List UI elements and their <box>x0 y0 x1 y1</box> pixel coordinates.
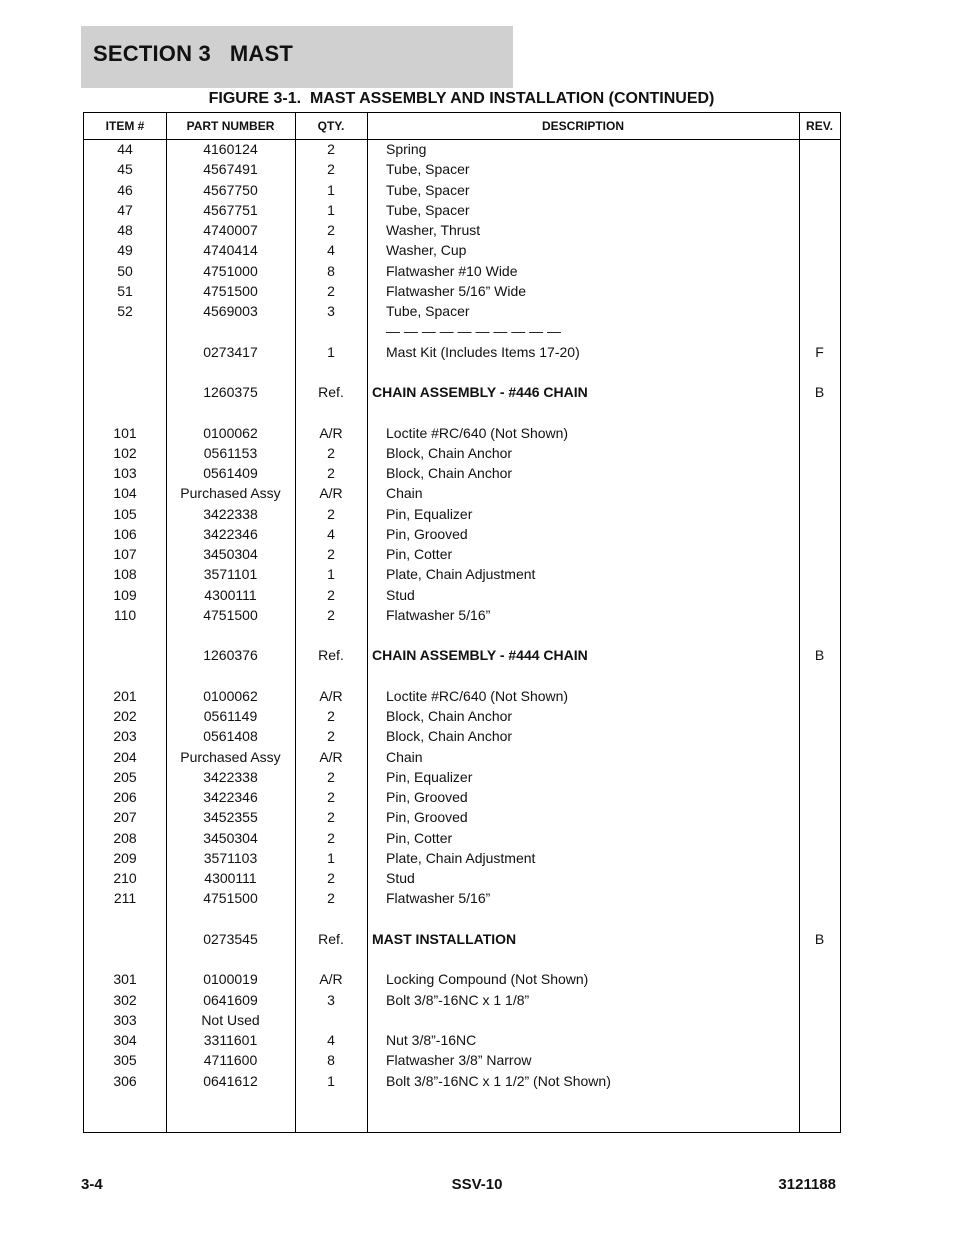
qty-cell: 1 <box>327 566 335 583</box>
part-number-cell: 3450304 <box>203 546 258 562</box>
qty-cell: 2 <box>327 870 335 886</box>
table-row <box>84 504 840 524</box>
part-number-cell: 0561408 <box>203 728 258 745</box>
table-row <box>84 200 840 220</box>
part-number-cell: 4751500 <box>203 282 258 299</box>
part-number-cell: 4569003 <box>203 303 258 319</box>
qty-cell: Ref. <box>318 647 344 664</box>
part-number-cell: 4567750 <box>203 181 258 198</box>
item-number-cell: 209 <box>113 849 137 866</box>
part-number-cell: 3571101 <box>203 566 258 583</box>
part-number-cell: 4567751 <box>203 201 258 218</box>
item-number-cell: 210 <box>113 870 137 886</box>
qty-cell: 2 <box>327 708 335 724</box>
description-cell: Pin, Equalizer <box>386 768 473 785</box>
qty-cell: A/R <box>319 485 343 502</box>
qty-cell: 2 <box>327 505 335 522</box>
item-number-cell: 103 <box>113 465 137 481</box>
item-number-cell: 207 <box>113 809 137 826</box>
part-number-cell: 3422338 <box>203 505 258 522</box>
description-cell: Locking Compound (Not Shown) <box>386 971 589 988</box>
table-row <box>84 261 840 281</box>
description-cell: CHAIN ASSEMBLY - #444 CHAIN <box>372 647 588 664</box>
qty-cell: A/R <box>319 687 343 704</box>
table-row <box>84 666 840 686</box>
description-cell: Block, Chain Anchor <box>386 465 513 481</box>
section-header <box>81 26 513 88</box>
part-number-cell: 4300111 <box>204 586 257 603</box>
part-number-cell: 0273545 <box>203 930 258 947</box>
description-cell: Tube, Spacer <box>386 201 470 218</box>
header-part-number: PART NUMBER <box>186 119 275 133</box>
item-number-cell: 204 <box>113 748 137 765</box>
part-number-cell: 0100019 <box>203 971 258 988</box>
description-cell: MAST INSTALLATION <box>372 930 517 947</box>
item-number-cell: 44 <box>117 141 133 157</box>
table-row <box>84 362 840 382</box>
part-number-cell: 4711600 <box>203 1052 258 1069</box>
description-cell: Plate, Chain Adjustment <box>386 849 536 866</box>
description-cell: Pin, Equalizer <box>386 505 473 522</box>
qty-cell: 2 <box>327 789 335 805</box>
qty-cell: 2 <box>327 829 335 846</box>
description-cell: Nut 3/8”-16NC <box>386 1032 477 1048</box>
item-number-cell: 107 <box>113 546 137 562</box>
section-title: SECTION 3 MAST <box>93 41 293 66</box>
qty-cell: 2 <box>327 222 335 238</box>
item-number-cell: 203 <box>113 728 137 745</box>
part-number-cell: 3422346 <box>203 789 258 805</box>
qty-cell: A/R <box>319 748 343 765</box>
item-number-cell: 52 <box>117 303 133 319</box>
qty-cell: 1 <box>327 343 335 360</box>
table-row <box>84 483 840 503</box>
part-number-cell: 0561149 <box>203 708 258 724</box>
table-row <box>84 990 840 1010</box>
table-row <box>84 767 840 787</box>
part-number-cell: 3571103 <box>203 849 258 866</box>
description-cell: Stud <box>386 870 415 886</box>
header-item: ITEM # <box>105 119 145 133</box>
qty-cell: A/R <box>319 424 343 441</box>
parts-table <box>83 112 841 1133</box>
description-cell: — — — — — — — — — — <box>386 323 562 340</box>
header-rev: REV. <box>806 119 833 133</box>
item-number-cell: 110 <box>113 606 137 623</box>
figure-title: FIGURE 3-1. MAST ASSEMBLY AND INSTALLATION (CONTINUED) <box>208 90 715 107</box>
qty-cell: 4 <box>327 1032 335 1048</box>
description-cell: Block, Chain Anchor <box>386 728 513 745</box>
qty-cell: 2 <box>327 586 335 603</box>
description-cell: Stud <box>386 586 415 603</box>
table-row <box>84 1071 840 1091</box>
qty-cell: 2 <box>327 282 335 299</box>
header-qty: QTY. <box>317 119 345 133</box>
table-row <box>84 423 840 443</box>
table-row <box>84 929 840 949</box>
description-cell: Pin, Grooved <box>386 525 468 542</box>
footer-doc-number: 3121188 <box>778 1176 836 1193</box>
table-row <box>84 909 840 929</box>
table-row <box>84 281 840 301</box>
part-number-cell: 1260375 <box>203 384 258 400</box>
description-cell: Spring <box>386 141 427 157</box>
qty-cell: 2 <box>327 809 335 826</box>
description-cell: Pin, Cotter <box>386 829 453 846</box>
item-number-cell: 301 <box>113 971 137 988</box>
item-number-cell: 45 <box>117 161 133 178</box>
part-number-cell: 0641609 <box>203 991 258 1008</box>
description-cell: Plate, Chain Adjustment <box>386 566 536 583</box>
qty-cell: 4 <box>327 525 335 542</box>
rev-cell: B <box>814 647 825 664</box>
description-cell: Loctite #RC/640 (Not Shown) <box>386 687 569 704</box>
item-number-cell: 305 <box>113 1052 137 1069</box>
table-row <box>84 706 840 726</box>
table-row <box>84 220 840 240</box>
part-number-cell: Purchased Assy <box>180 485 281 502</box>
part-number-cell: Purchased Assy <box>180 748 281 765</box>
table-row <box>84 382 840 402</box>
footer-page-number: 3-4 <box>81 1176 103 1193</box>
qty-cell: 2 <box>327 546 335 562</box>
part-number-cell: 3450304 <box>203 829 258 846</box>
qty-cell: 8 <box>327 262 335 279</box>
qty-cell: 1 <box>327 1072 335 1089</box>
part-number-cell: 4740007 <box>203 222 258 238</box>
table-row <box>84 868 840 888</box>
qty-cell: 2 <box>327 728 335 745</box>
description-cell: Pin, Grooved <box>386 789 468 805</box>
qty-cell: 1 <box>327 849 335 866</box>
description-cell: Flatwasher 5/16” Wide <box>386 282 527 299</box>
table-row <box>84 524 840 544</box>
table-row <box>84 645 840 665</box>
table-row <box>84 443 840 463</box>
description-cell: Tube, Spacer <box>386 303 470 319</box>
table-row <box>84 564 840 584</box>
table-body <box>84 139 840 1091</box>
item-number-cell: 304 <box>113 1032 137 1048</box>
table-row <box>84 747 840 767</box>
item-number-cell: 50 <box>117 262 133 279</box>
table-row <box>84 1010 840 1030</box>
qty-cell: 2 <box>327 444 335 461</box>
item-number-cell: 102 <box>113 444 137 461</box>
part-number-cell: 3422338 <box>203 768 258 785</box>
qty-cell: 2 <box>327 890 335 907</box>
item-number-cell: 47 <box>117 201 133 218</box>
qty-cell: 8 <box>327 1052 335 1069</box>
description-cell: Flatwasher #10 Wide <box>386 262 518 279</box>
item-number-cell: 206 <box>113 789 137 805</box>
description-cell: CHAIN ASSEMBLY - #446 CHAIN <box>372 384 588 400</box>
part-number-cell: 4751500 <box>203 890 258 907</box>
item-number-cell: 106 <box>113 525 137 542</box>
item-number-cell: 101 <box>113 424 137 441</box>
description-cell: Flatwasher 5/16” <box>386 606 491 623</box>
description-cell: Flatwasher 3/8” Narrow <box>386 1052 532 1069</box>
table-row <box>84 463 840 483</box>
table-row <box>84 605 840 625</box>
table-row <box>84 544 840 564</box>
qty-cell: 2 <box>327 606 335 623</box>
item-number-cell: 205 <box>113 768 137 785</box>
item-number-cell: 48 <box>117 222 133 238</box>
description-cell: Tube, Spacer <box>386 181 470 198</box>
part-number-cell: 3422346 <box>203 525 258 542</box>
description-cell: Pin, Cotter <box>386 546 453 562</box>
part-number-cell: 0100062 <box>203 687 258 704</box>
item-number-cell: 211 <box>113 890 137 907</box>
description-cell: Bolt 3/8”-16NC x 1 1/8” <box>386 991 530 1008</box>
rev-cell: B <box>814 930 825 947</box>
description-cell: Pin, Grooved <box>386 809 468 826</box>
qty-cell: 2 <box>327 768 335 785</box>
part-number-cell: 4300111 <box>204 870 257 886</box>
qty-cell: 2 <box>327 465 335 481</box>
item-number-cell: 108 <box>113 566 137 583</box>
table-row <box>84 139 840 159</box>
qty-cell: 1 <box>327 181 335 198</box>
table-row <box>84 726 840 746</box>
qty-cell: Ref. <box>318 930 344 947</box>
part-number-cell: 0561409 <box>203 465 258 481</box>
item-number-cell: 51 <box>117 282 133 299</box>
part-number-cell: 4567491 <box>203 161 258 178</box>
part-number-cell: 0100062 <box>203 424 258 441</box>
part-number-cell: 3452355 <box>203 809 258 826</box>
qty-cell: 3 <box>327 303 335 319</box>
description-cell: Mast Kit (Includes Items 17-20) <box>386 343 580 360</box>
table-row <box>84 342 840 362</box>
table-row <box>84 180 840 200</box>
table-row <box>84 1050 840 1070</box>
part-number-cell: 0641612 <box>203 1072 258 1089</box>
description-cell: Flatwasher 5/16” <box>386 890 491 907</box>
part-number-cell: 4160124 <box>203 141 258 157</box>
qty-cell: A/R <box>319 971 343 988</box>
table-row <box>84 1030 840 1050</box>
table-row <box>84 686 840 706</box>
qty-cell: 2 <box>327 141 335 157</box>
part-number-cell: 4751500 <box>203 606 258 623</box>
description-cell: Washer, Cup <box>386 242 467 259</box>
item-number-cell: 105 <box>113 505 137 522</box>
table-row <box>84 787 840 807</box>
item-number-cell: 49 <box>117 242 133 259</box>
table-row <box>84 240 840 260</box>
table-row <box>84 159 840 179</box>
qty-cell: 2 <box>327 161 335 178</box>
table-row <box>84 848 840 868</box>
part-number-cell: 4740414 <box>203 242 258 259</box>
part-number-cell: Not Used <box>201 1011 260 1028</box>
description-cell: Bolt 3/8”-16NC x 1 1/2” (Not Shown) <box>386 1072 611 1089</box>
table-row <box>84 402 840 422</box>
part-number-cell: 0273417 <box>203 343 258 360</box>
qty-cell: Ref. <box>318 384 344 400</box>
description-cell: Chain <box>386 485 423 502</box>
description-cell: Washer, Thrust <box>386 222 481 238</box>
part-number-cell: 1260376 <box>203 647 258 664</box>
table-row <box>84 301 840 321</box>
item-number-cell: 46 <box>117 181 133 198</box>
table-row <box>84 807 840 827</box>
table-row <box>84 585 840 605</box>
description-cell: Block, Chain Anchor <box>386 444 513 461</box>
rev-cell: B <box>814 384 825 400</box>
item-number-cell: 202 <box>113 708 137 724</box>
table-row <box>84 321 840 341</box>
qty-cell: 4 <box>327 242 335 259</box>
qty-cell: 3 <box>327 991 335 1008</box>
item-number-cell: 303 <box>113 1011 137 1028</box>
table-row <box>84 625 840 645</box>
item-number-cell: 208 <box>113 829 137 846</box>
description-cell: Loctite #RC/640 (Not Shown) <box>386 424 569 441</box>
qty-cell: 1 <box>327 201 335 218</box>
item-number-cell: 302 <box>113 991 137 1008</box>
table-row <box>84 949 840 969</box>
item-number-cell: 104 <box>113 485 137 502</box>
item-number-cell: 306 <box>113 1072 137 1089</box>
description-cell: Tube, Spacer <box>386 161 470 178</box>
item-number-cell: 109 <box>113 586 137 603</box>
part-number-cell: 0561153 <box>203 444 258 461</box>
rev-cell: F <box>815 343 824 360</box>
description-cell: Chain <box>386 748 423 765</box>
table-row <box>84 888 840 908</box>
table-row <box>84 969 840 989</box>
part-number-cell: 3311601 <box>203 1032 258 1048</box>
footer-model: SSV-10 <box>451 1176 503 1193</box>
description-cell: Block, Chain Anchor <box>386 708 513 724</box>
table-row <box>84 828 840 848</box>
part-number-cell: 4751000 <box>203 262 258 279</box>
header-description: DESCRIPTION <box>541 119 624 133</box>
item-number-cell: 201 <box>113 687 137 704</box>
